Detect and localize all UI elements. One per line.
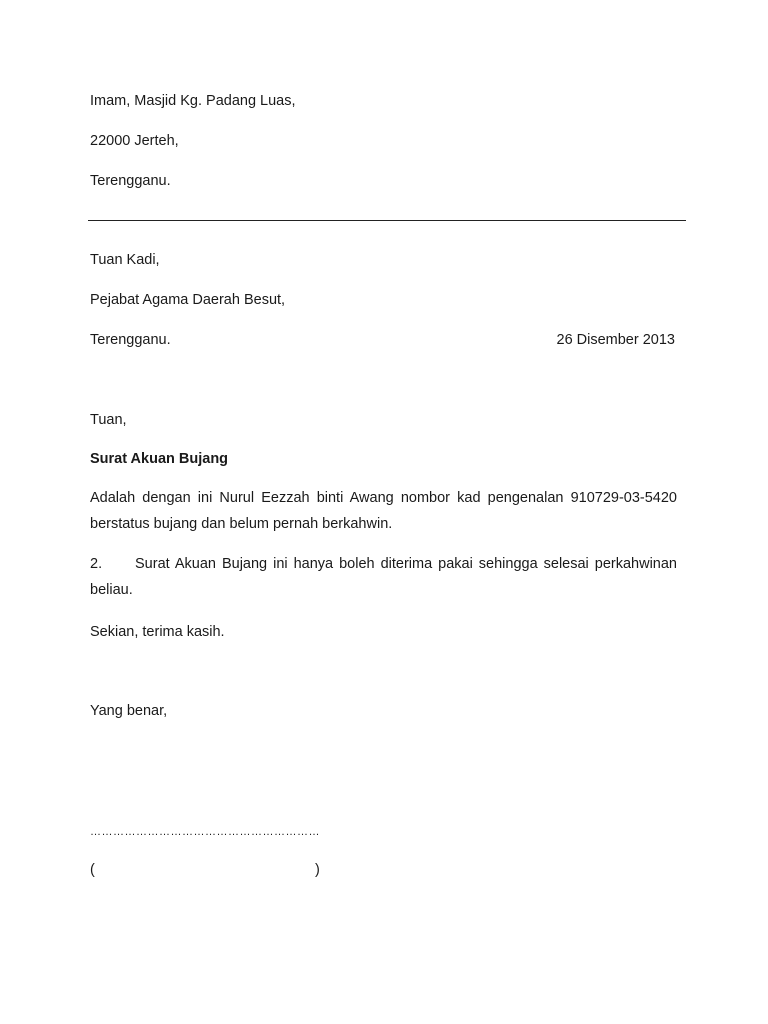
body-paragraph-1: Adalah dengan ini Nurul Eezzah binti Awang nombor kad pengenalan 910729-03-5420 berstatus bujang dan belum pernah berkahwin. xyxy=(90,490,677,532)
letter-subject: Surat Akuan Bujang xyxy=(90,451,229,467)
signoff: Yang benar, xyxy=(90,703,168,719)
sender-address-line-1: Imam, Masjid Kg. Padang Luas, xyxy=(90,93,296,109)
recipient-address-line-3: Terengganu. xyxy=(90,332,171,348)
letter-date: 26 Disember 2013 xyxy=(556,332,675,348)
closing-remark: Sekian, terima kasih. xyxy=(90,624,225,640)
paragraph-2-text: Surat Akuan Bujang ini hanya boleh diterima pakai sehingga selesai perkahwinan beliau. xyxy=(90,556,677,598)
sender-address-line-3: Terengganu. xyxy=(90,173,171,189)
recipient-address-line-2: Pejabat Agama Daerah Besut, xyxy=(90,292,286,308)
recipient-address-line-1: Tuan Kadi, xyxy=(90,252,160,268)
signature-line: …………………………………………………… xyxy=(90,826,320,838)
sender-address-line-2: 22000 Jerteh, xyxy=(90,133,179,149)
name-bracket-close: ) xyxy=(315,862,320,878)
header-divider xyxy=(88,220,686,221)
paragraph-number: 2. xyxy=(90,556,103,572)
name-bracket-open: ( xyxy=(90,862,95,878)
body-paragraph-2 xyxy=(90,551,677,603)
salutation: Tuan, xyxy=(90,412,127,428)
